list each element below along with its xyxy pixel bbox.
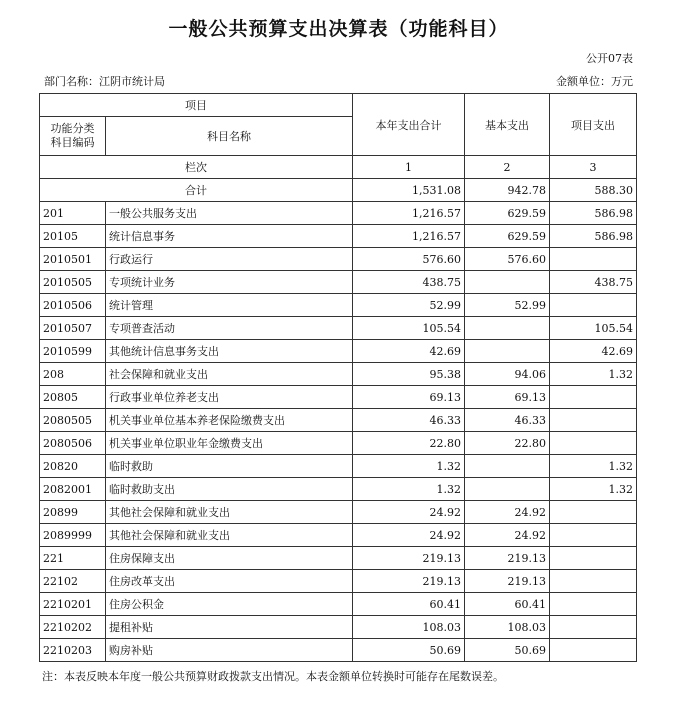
header-item: 项目 [40,94,353,117]
amount-total: 438.75 [353,271,465,294]
subject-code: 2082001 [40,478,106,501]
form-number: 公开07表 [586,52,633,65]
amount-total: 219.13 [353,570,465,593]
amount-project: 105.54 [550,317,637,340]
amount-total: 24.92 [353,524,465,547]
table-row [40,271,637,294]
amount-project [550,593,637,616]
subject-code: 2080505 [40,409,106,432]
subject-code: 201 [40,202,106,225]
department-name: 部门名称：江阴市统计局 [44,75,165,88]
amount-project [550,409,637,432]
amount-project: 586.98 [550,225,637,248]
subject-name: 统计信息事务 [106,225,353,248]
table-row [40,340,637,363]
table-row [40,225,637,248]
subject-code: 22102 [40,570,106,593]
subject-code: 2010599 [40,340,106,363]
amount-project [550,432,637,455]
subject-code: 2010505 [40,271,106,294]
amount-total: 105.54 [353,317,465,340]
amount-basic: 69.13 [465,386,550,409]
amount-basic: 52.99 [465,294,550,317]
amount-total: 95.38 [353,363,465,386]
subject-code: 2010501 [40,248,106,271]
amount-basic: 24.92 [465,501,550,524]
subject-code: 221 [40,547,106,570]
amount-project [550,501,637,524]
amount-basic [465,340,550,363]
amount-total: 22.80 [353,432,465,455]
table-row [40,616,637,639]
amount-total: 219.13 [353,547,465,570]
subject-code: 208 [40,363,106,386]
subject-code: 20105 [40,225,106,248]
amount-total: 108.03 [353,616,465,639]
amount-total: 576.60 [353,248,465,271]
expenditure-table [39,93,637,662]
amount-total: 1.32 [353,455,465,478]
amount-project: 438.75 [550,271,637,294]
total-label: 合计 [40,179,353,202]
subject-name: 临时救助 [106,455,353,478]
table-row [40,432,637,455]
table-row [40,593,637,616]
page-title: 一般公共预算支出决算表（功能科目） [168,18,509,40]
sequence-2: 2 [465,156,550,179]
table-row [40,248,637,271]
amount-total: 42.69 [353,340,465,363]
amount-unit: 金额单位：万元 [556,75,633,88]
amount-project: 1.32 [550,455,637,478]
subject-name: 社会保障和就业支出 [106,363,353,386]
total-basic: 942.78 [465,179,550,202]
table-row [40,455,637,478]
amount-project [550,248,637,271]
subject-name: 其他统计信息事务支出 [106,340,353,363]
amount-project: 1.32 [550,363,637,386]
table-row [40,570,637,593]
amount-project [550,386,637,409]
amount-basic: 46.33 [465,409,550,432]
amount-basic: 24.92 [465,524,550,547]
table-row [40,409,637,432]
header-total-column: 本年支出合计 [353,94,465,156]
amount-project [550,547,637,570]
subject-name: 行政事业单位养老支出 [106,386,353,409]
amount-total: 46.33 [353,409,465,432]
amount-project [550,639,637,662]
amount-basic: 629.59 [465,225,550,248]
amount-total: 24.92 [353,501,465,524]
amount-total: 52.99 [353,294,465,317]
subject-code: 20805 [40,386,106,409]
amount-basic [465,271,550,294]
subject-name: 行政运行 [106,248,353,271]
amount-basic [465,478,550,501]
total-project: 588.30 [550,179,637,202]
amount-basic: 219.13 [465,570,550,593]
table-row [40,363,637,386]
sequence-3: 3 [550,156,637,179]
amount-basic: 108.03 [465,616,550,639]
total-row [40,179,637,202]
amount-total: 60.41 [353,593,465,616]
amount-project [550,570,637,593]
amount-basic: 219.13 [465,547,550,570]
subject-code: 2010506 [40,294,106,317]
subject-name: 一般公共服务支出 [106,202,353,225]
table-row [40,501,637,524]
amount-basic: 50.69 [465,639,550,662]
total-amount: 1,531.08 [353,179,465,202]
amount-basic [465,455,550,478]
header-project-column: 项目支出 [550,94,637,156]
amount-basic: 576.60 [465,248,550,271]
amount-basic: 60.41 [465,593,550,616]
amount-total: 1,216.57 [353,225,465,248]
header-row [40,94,637,117]
amount-basic [465,317,550,340]
subject-name: 住房保障支出 [106,547,353,570]
header-basic-column: 基本支出 [465,94,550,156]
subject-code: 2210203 [40,639,106,662]
amount-total: 69.13 [353,386,465,409]
table-row [40,639,637,662]
subject-name: 其他社会保障和就业支出 [106,524,353,547]
subject-code: 20820 [40,455,106,478]
subject-code: 2080506 [40,432,106,455]
amount-total: 1,216.57 [353,202,465,225]
table-row [40,294,637,317]
sequence-row [40,156,637,179]
amount-project: 1.32 [550,478,637,501]
header-code-line1: 功能分类 [50,122,95,135]
amount-basic: 94.06 [465,363,550,386]
amount-project: 42.69 [550,340,637,363]
amount-basic: 629.59 [465,202,550,225]
amount-project [550,616,637,639]
amount-total: 50.69 [353,639,465,662]
amount-project: 586.98 [550,202,637,225]
subject-name: 机关事业单位职业年金缴费支出 [106,432,353,455]
table-row [40,547,637,570]
subject-name: 统计管理 [106,294,353,317]
amount-basic: 22.80 [465,432,550,455]
header-code-line2: 科目编码 [50,136,95,149]
table-row [40,202,637,225]
table-row [40,317,637,340]
subject-code: 2089999 [40,524,106,547]
subject-name: 机关事业单位基本养老保险缴费支出 [106,409,353,432]
subject-name: 专项普查活动 [106,317,353,340]
header-name-column: 科目名称 [106,117,353,156]
subject-name: 提租补贴 [106,616,353,639]
subject-name: 临时救助支出 [106,478,353,501]
table-row [40,478,637,501]
subject-name: 专项统计业务 [106,271,353,294]
sequence-1: 1 [353,156,465,179]
table-row [40,386,637,409]
subject-code: 2210201 [40,593,106,616]
sequence-label: 栏次 [40,156,353,179]
subject-code: 20899 [40,501,106,524]
subject-name: 购房补贴 [106,639,353,662]
subject-name: 住房改革支出 [106,570,353,593]
header-code-column [40,117,106,156]
subject-name: 住房公积金 [106,593,353,616]
subject-code: 2010507 [40,317,106,340]
table-row [40,524,637,547]
amount-total: 1.32 [353,478,465,501]
subject-code: 2210202 [40,616,106,639]
amount-project [550,294,637,317]
subject-name: 其他社会保障和就业支出 [106,501,353,524]
amount-project [550,524,637,547]
footnote: 注：本表反映本年度一般公共预算财政拨款支出情况。本表金额单位转换时可能存在尾数误差。 [42,670,504,683]
